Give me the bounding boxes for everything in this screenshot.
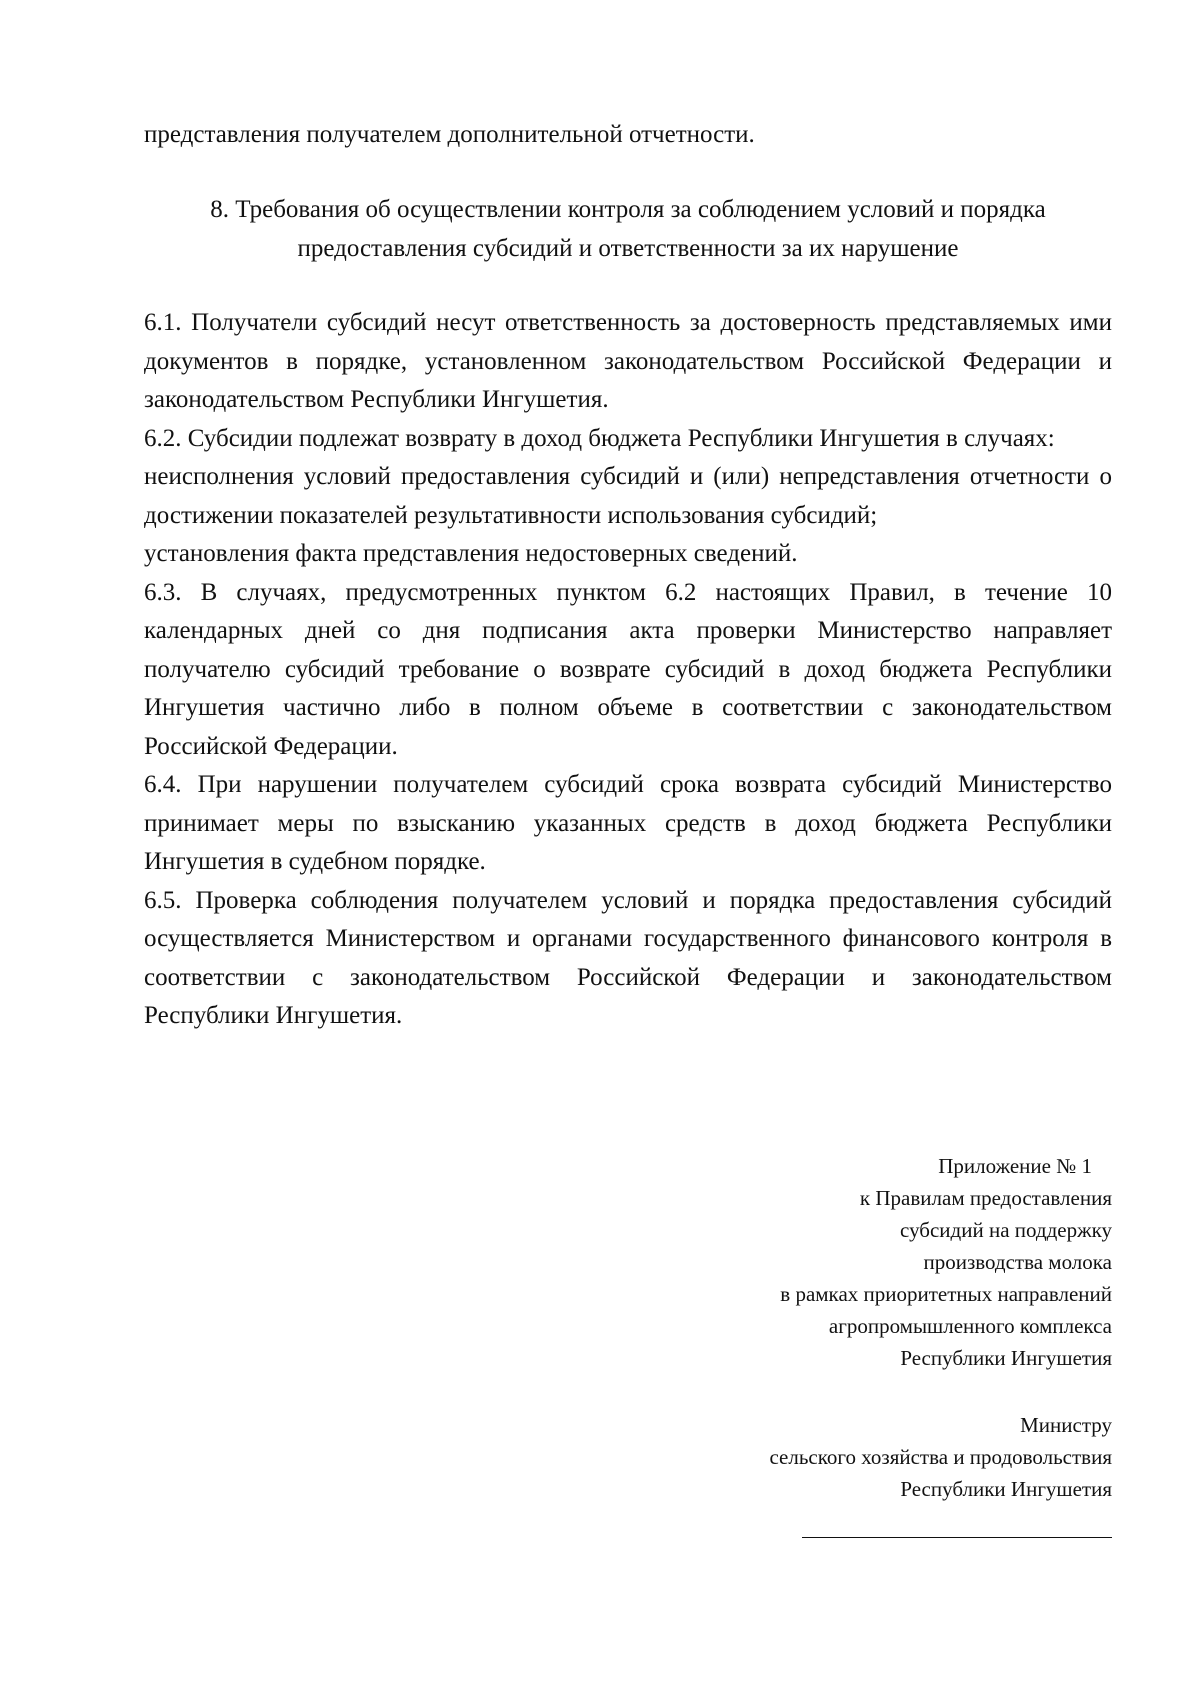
section-heading-line-2: предоставления субсидий и ответственности за их нарушение: [297, 235, 959, 262]
paragraph-case-1: неисполнения условий предоставления субсидий и (или) непредставления отчетности о достижении показателей результативности использования субсидий;: [144, 463, 1112, 529]
appendix-header: [592, 1150, 1112, 1374]
continuation-text: представления получателем дополнительной отчетности.: [144, 121, 755, 148]
addressee-line: Республики Ингушетия: [900, 1477, 1112, 1501]
paragraph-6-1: 6.1. Получатели субсидий несут ответственность за достоверность представляемых ими документов в порядке, установленном законодательством Российской Федерации и законодательством Республики Ингушетия.: [144, 309, 1112, 413]
appendix-line: производства молока: [923, 1250, 1112, 1274]
section-heading-line-1: 8. Требования об осуществлении контроля за соблюдением условий и порядка: [210, 196, 1046, 223]
appendix-line: Республики Ингушетия: [900, 1346, 1112, 1370]
appendix-line: Приложение № 1: [938, 1154, 1092, 1178]
paragraph-6-2: 6.2. Субсидии подлежат возврату в доход бюджета Республики Ингушетия в случаях:: [144, 424, 1055, 452]
addressee-block: [592, 1409, 1112, 1505]
paragraph-case-2: установления факта представления недостоверных сведений.: [144, 540, 798, 567]
addressee-line: сельского хозяйства и продовольствия: [769, 1445, 1112, 1469]
appendix-line: субсидий на поддержку: [900, 1218, 1112, 1242]
paragraph-6-5: 6.5. Проверка соблюдения получателем условий и порядка предоставления субсидий осуществляется Министерством и органами государственного финансового контроля в соответствии с законодательством Российской Федерации и законодательством Республики Ингушетия.: [144, 886, 1112, 1029]
section-body: [144, 304, 1112, 1036]
blank-name-line: [802, 1537, 1112, 1538]
appendix-line: к Правилам предоставления: [859, 1186, 1112, 1210]
appendix-line: в рамках приоритетных направлений: [780, 1282, 1112, 1306]
paragraph-6-4: 6.4. При нарушении получателем субсидий срока возврата субсидий Министерство принимает меры по взысканию указанных средств в доход бюджета Республики Ингушетия в судебном порядке.: [144, 771, 1112, 875]
section-heading: [144, 190, 1112, 268]
addressee-line: Министру: [1020, 1413, 1112, 1437]
appendix-line: агропромышленного комплекса: [828, 1314, 1112, 1338]
paragraph-6-3: 6.3. В случаях, предусмотренных пунктом 6.2 настоящих Правил, в течение 10 календарных дней со дня подписания акта проверки Министерство направляет получателю субсидий требование о возврате субсидий в доход бюджета Республики Ингушетия частично либо в полном объеме в соответствии с законодательством Российской Федерации.: [144, 578, 1112, 760]
